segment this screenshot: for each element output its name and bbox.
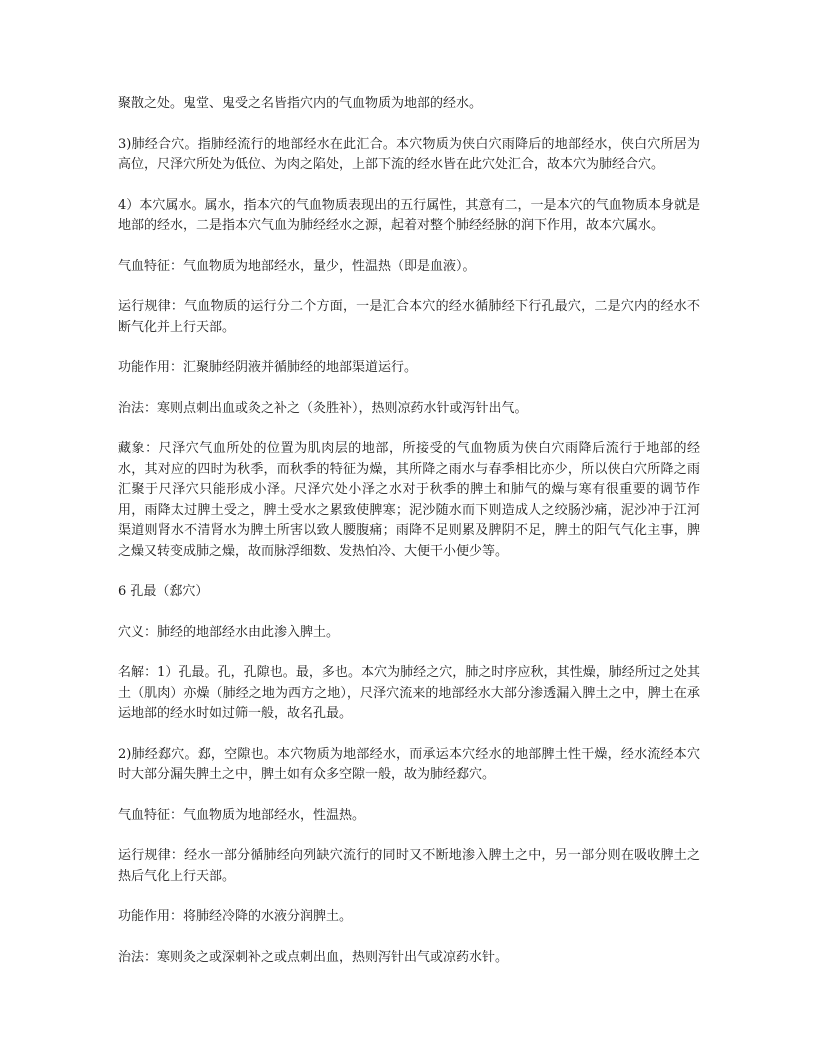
paragraph-5: 运行规律：气血物质的运行分二个方面，一是汇合本穴的经水循肺经下行孔最穴，二是穴内的经水不断气化并上行天部。 (118, 299, 700, 335)
section-heading: 6 孔最（郄穴） (118, 584, 209, 599)
paragraph-15: 功能作用：将肺经冷降的水液分润脾土。 (118, 909, 353, 924)
paragraph-6: 功能作用：汇聚肺经阴液并循肺经的地部渠道运行。 (118, 360, 418, 375)
paragraph-16: 治法：寒则灸之或深刺补之或点刺出血，热则泻针出气或凉药水针。 (118, 949, 509, 965)
paragraph-14: 运行规律：经水一部分循肺经向列缺穴流行的同时又不断地渗入脾土之中，另一部分则在吸收脾土之热后气化上行天部。 (118, 848, 700, 884)
document-page (118, 94, 700, 988)
paragraph-8: 藏象：尺泽穴气血所处的位置为肌肉层的地部，所接受的气血物质为侠白穴雨降后流行于地部的经水，其对应的四时为秋季，而秋季的特征为燥，其所降之雨水与春季相比亦少，所以侠白穴所降之雨汇聚于尺泽穴只能形成小泽。尺泽穴处小泽之水对于秋季的脾土和肺气的燥与寒有很重要的调节作用，雨降太过脾土受之，脾土受水之累致使脾寒；泥沙随水而下则造成人之绞肠沙痛，泥沙冲于江河渠道则肾水不清肾水为脾土所害以致人腰腹痛；雨降不足则累及脾阴不足，脾土的阳气气化主事，脾之燥又转变成肺之燥，故而脉浮细数、发热怕冷、大便干小便少等。 (118, 441, 700, 559)
paragraph-10: 穴义：肺经的地部经水由此渗入脾土。 (118, 624, 340, 640)
paragraph-12: 2)肺经郄穴。郄，空隙也。本穴物质为地部经水，而承运本穴经水的地部脾土性干燥，经水流经本穴时大部分漏失脾土之中，脾土如有众多空隙一般，故为肺经郄穴。 (118, 746, 700, 782)
paragraph-7: 治法：寒则点刺出血或灸之补之（灸胜补），热则凉药水针或泻针出气。 (118, 400, 528, 416)
paragraph-4: 气血特征：气血物质为地部经水，量少，性温热（即是血液）。 (118, 258, 476, 274)
paragraph-2: 3)肺经合穴。指肺经流行的地部经水在此汇合。本穴物质为侠白穴雨降后的地部经水，侠白穴所居为高位，尺泽穴所处为低位、为肉之陷处，上部下流的经水皆在此穴处汇合，故本穴为肺经合穴。 (118, 136, 700, 172)
paragraph-3: 4）本穴属水。属水，指本穴的气血物质表现出的五行属性，其意有二，一是本穴的气血物质本身就是地部的经水，二是指本穴气血为肺经经水之源，起着对整个肺经经脉的润下作用，故本穴属水。 (118, 197, 700, 233)
paragraph-11: 名解：1）孔最。孔，孔隙也。最，多也。本穴为肺经之穴，肺之时序应秋，其性燥，肺经所过之处其土（肌肉）亦燥（肺经之地为西方之地），尺泽穴流来的地部经水大部分渗透漏入脾土之中，脾土在承运地部的经水时如过筛一般，故名孔最。 (118, 665, 700, 721)
paragraph-13: 气血特征：气血物质为地部经水，性温热。 (118, 807, 366, 823)
paragraph-1: 聚散之处。鬼堂、鬼受之名皆指穴内的气血物质为地部的经水。 (118, 96, 483, 111)
